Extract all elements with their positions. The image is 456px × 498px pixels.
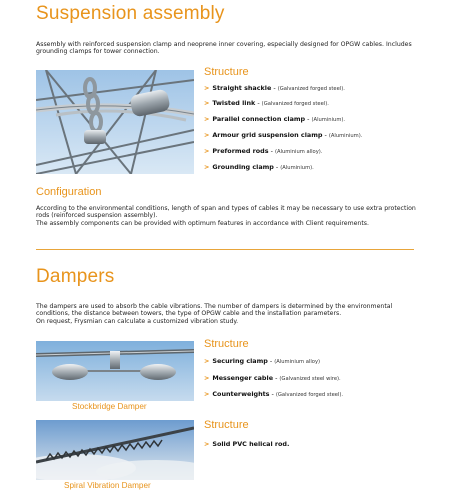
section-divider	[36, 249, 414, 250]
arrow-icon: >	[204, 147, 210, 155]
arrow-icon: >	[204, 163, 210, 171]
configuration-text: According to the environmental conditions, length of span and types of cables it may be necessary to use extra protection rods (reinforced suspension assembly). The assembly components can be provided with optimum features in accordance with Client requirements.	[36, 205, 416, 227]
arrow-icon: >	[204, 84, 210, 92]
stockbridge-item: > Securing clamp - (Aluminium alloy)	[204, 357, 321, 365]
arrow-icon: >	[204, 374, 210, 382]
suspension-structure-heading: Structure	[204, 66, 249, 78]
spiral-item: > Solid PVC helical rod.	[204, 440, 290, 448]
suspension-item: > Twisted link - (Galvanized forged steel).	[204, 99, 329, 107]
dampers-intro: The dampers are used to absorb the cable vibrations. The number of dampers is determined by the environmental conditions, the distance between towers, the type of OPGW cable and the installation parameters. On request, Frysmian can calculate a customized vibration study.	[36, 303, 393, 325]
stockbridge-damper-caption: Stockbridge Damper	[72, 402, 147, 411]
stockbridge-structure-heading: Structure	[204, 338, 249, 350]
suspension-assembly-photo	[36, 70, 194, 174]
arrow-icon: >	[204, 115, 210, 123]
suspension-item: > Preformed rods - (Aluminium alloy).	[204, 147, 323, 155]
arrow-icon: >	[204, 390, 210, 398]
stockbridge-item: > Counterweights - (Galvanized forged steel).	[204, 390, 344, 398]
suspension-item: > Grounding clamp - (Aluminium).	[204, 163, 314, 171]
spiral-structure-heading: Structure	[204, 419, 249, 431]
arrow-icon: >	[204, 99, 210, 107]
suspension-item: > Parallel connection clamp - (Aluminium).	[204, 115, 346, 123]
suspension-item: > Armour grid suspension clamp - (Aluminium).	[204, 131, 363, 139]
suspension-title: Suspension assembly	[36, 3, 225, 24]
arrow-icon: >	[204, 440, 210, 448]
spiral-damper-caption: Spiral Vibration Damper	[64, 481, 151, 490]
suspension-item: > Straight shackle - (Galvanized forged steel).	[204, 84, 345, 92]
stockbridge-item: > Messenger cable - (Galvanized steel wire).	[204, 374, 341, 382]
arrow-icon: >	[204, 357, 210, 365]
suspension-intro: Assembly with reinforced suspension clamp and neoprene inner covering, especially designed for OPGW cables. Includes grounding clamps for tower connection.	[36, 41, 412, 56]
configuration-heading: Configuration	[36, 186, 102, 198]
arrow-icon: >	[204, 131, 210, 139]
stockbridge-damper-photo	[36, 341, 194, 401]
spiral-damper-photo	[36, 420, 194, 480]
dampers-title: Dampers	[36, 266, 115, 287]
